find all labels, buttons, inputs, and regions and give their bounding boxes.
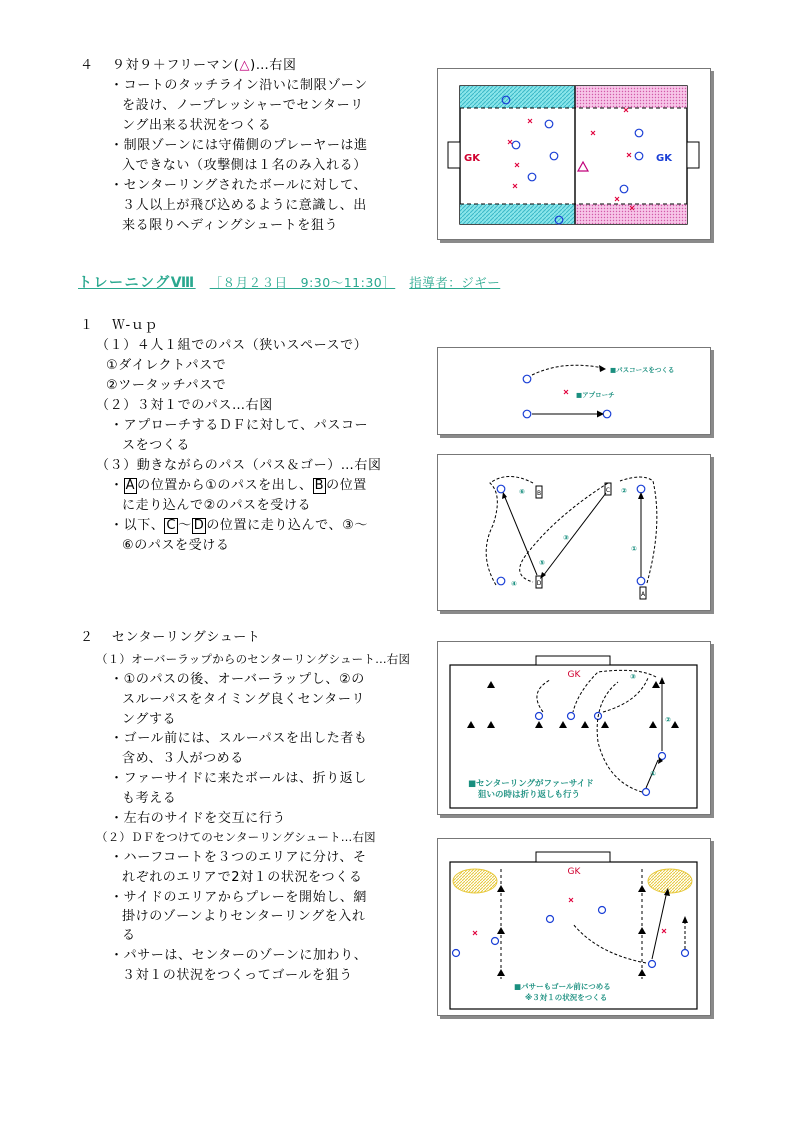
sec1-item3: （３）動きながらのパス（パス＆ゴー）…右図 bbox=[96, 458, 382, 473]
sec4-bullet1-cont: を設け、ノープレッシャーでセンターリ bbox=[122, 98, 364, 113]
heading-title: トレーニングⅧ bbox=[78, 275, 196, 291]
position-tag-a: A bbox=[125, 478, 136, 493]
pass-number-2: ② bbox=[665, 716, 671, 724]
pass-course-label: ■パスコースをつくる bbox=[610, 366, 675, 374]
item3a-mid: の位置から①のパスを出し、 bbox=[137, 478, 313, 493]
sec2-item1: （１）オーバーラップからのセンターリングシュート…右図 bbox=[96, 652, 411, 666]
pass-number-5: ⑤ bbox=[539, 559, 545, 567]
item3a-post: の位置 bbox=[326, 478, 367, 493]
diagram-9v9-freeman bbox=[437, 68, 711, 240]
sec2-item2d: 掛けのゾーンよりセンターリングを入れ bbox=[122, 909, 366, 924]
sec2-item2e: る bbox=[122, 928, 136, 943]
sec2-item2f: ・パサーは、センターのゾーンに加わり、 bbox=[110, 948, 368, 963]
diagram-3v1-pass bbox=[437, 347, 711, 435]
sec2-item2g: ３対１の状況をつくってゴールを狙う bbox=[122, 968, 353, 983]
sec1-item1b: ②ツータッチパスで bbox=[106, 378, 227, 393]
sec2-item1f: ・ファーサイドに来たボールは、折り返し bbox=[110, 771, 367, 786]
item3c-post: の位置に走り込んで、③〜 bbox=[206, 518, 368, 533]
sec4-bullet2: ・制限ゾーンには守備側のプレーヤーは進 bbox=[110, 138, 368, 153]
run-path bbox=[520, 483, 611, 582]
sec1-title: １ Ｗ-ｕｐ bbox=[80, 318, 159, 333]
player-circle bbox=[603, 410, 611, 418]
diagram-pass-and-go bbox=[437, 454, 711, 611]
player-circle bbox=[523, 375, 531, 383]
position-tag-d: D bbox=[536, 580, 542, 587]
note-line2: ※３対１の状況をつくる bbox=[525, 993, 608, 1002]
freeman-triangle-icon: △ bbox=[239, 58, 251, 73]
position-tag-c: C bbox=[605, 487, 611, 494]
item3c-mid: 〜 bbox=[178, 518, 192, 533]
sec1-item3d: ⑥のパスを受ける bbox=[122, 538, 230, 553]
pass-arrow bbox=[543, 493, 606, 576]
sec2-item1g: も考える bbox=[122, 791, 177, 806]
pass-number-2: ② bbox=[621, 487, 627, 495]
sec4-bullet3: ・センターリングされたボールに対して、 bbox=[110, 178, 368, 193]
player-circle bbox=[637, 577, 645, 585]
sec4-title-pre: ４ ９対９＋フリーマン( bbox=[80, 58, 240, 73]
sec2-item2a: ・ハーフコートを３つのエリアに分け、そ bbox=[110, 850, 367, 865]
position-tag-d: D bbox=[193, 518, 205, 533]
sec2-item2c: ・サイドのエリアからプレーを開始し、網 bbox=[110, 890, 367, 905]
pass-course-arrow bbox=[532, 365, 603, 375]
sec4-title-post: )…右図 bbox=[250, 58, 297, 73]
heading-coach: 指導者：ジギー bbox=[409, 275, 501, 290]
bullet: ・以下、 bbox=[110, 518, 165, 533]
sec2-item1a: ・①のパスの後、オーバーラップし、②の bbox=[110, 672, 365, 687]
sec1-item1a: ①ダイレクトパスで bbox=[106, 358, 227, 373]
sec1-item1: （１）４人１組でのパス（狭いスペースで） bbox=[96, 338, 368, 353]
training-heading bbox=[78, 272, 500, 292]
approach-label: ■アプローチ bbox=[576, 391, 615, 399]
hatched-zone-left bbox=[453, 869, 497, 893]
gk-right-label: GK bbox=[656, 153, 672, 164]
gk-label: GK bbox=[567, 670, 581, 680]
sec2-item2b: れぞれのエリアで2対１の状況をつくる bbox=[122, 870, 363, 885]
sec2-item1b: スルーパスをタイミング良くセンターリ bbox=[122, 692, 366, 707]
sec4-bullet1-cont2: ング出来る状況をつくる bbox=[122, 118, 272, 133]
position-tag-c: C bbox=[166, 518, 177, 533]
run-path bbox=[486, 477, 533, 586]
sec4-bullet2-cont: 入できない（攻撃側は１名のみ入れる） bbox=[122, 158, 367, 173]
sec1-item2b: スをつくる bbox=[122, 438, 191, 453]
sec4-bullet3-cont2: 来る限りヘディングシュートを狙う bbox=[122, 218, 339, 233]
sec2-title: ２ センターリングシュート bbox=[80, 630, 261, 645]
sec1-item3c bbox=[110, 516, 368, 535]
sec1-item3a bbox=[110, 476, 367, 495]
sec1-item2: （２）３対１でのパス…右図 bbox=[96, 398, 273, 413]
defender-x bbox=[564, 390, 568, 394]
player-circle bbox=[497, 485, 505, 493]
note-line2: 狙いの時は折り返しも行う bbox=[478, 790, 581, 800]
sec4-bullet3-cont: ３人以上が飛び込めるように意識し、出 bbox=[122, 198, 367, 213]
sec2-item1h: ・左右のサイドを交互に行う bbox=[110, 811, 286, 826]
pass-number-3: ③ bbox=[630, 673, 636, 681]
sec2-item1d: ・ゴール前には、スルーパスを出した者も bbox=[110, 731, 368, 746]
pass-arrow bbox=[504, 495, 537, 575]
player-circle bbox=[523, 410, 531, 418]
diagram-overlap-centering bbox=[437, 641, 711, 815]
position-tag-b: B bbox=[536, 490, 542, 497]
heading-date: ［８月２３日 9:30〜11:30］ bbox=[209, 275, 396, 290]
pass-number-1: ① bbox=[650, 770, 656, 778]
gk-left-label: GK bbox=[464, 153, 480, 164]
pass-number-1: ① bbox=[631, 545, 637, 553]
sec1-item3b: に走り込んで②のパスを受ける bbox=[122, 498, 312, 513]
sec2-item1c: ングする bbox=[122, 712, 177, 727]
sec4-bullet1: ・コートのタッチライン沿いに制限ゾーン bbox=[110, 78, 368, 93]
pass-number-4: ④ bbox=[511, 580, 517, 588]
note-line1: ■パサーもゴール前につめる bbox=[514, 982, 611, 991]
player-circle bbox=[637, 485, 645, 493]
pass-number-3: ③ bbox=[563, 534, 569, 542]
position-tag-b: B bbox=[314, 478, 325, 493]
sec4-title bbox=[80, 56, 297, 75]
gk-label: GK bbox=[567, 867, 581, 877]
diagram-centering-with-df bbox=[437, 838, 711, 1016]
sec2-item2: （２）ＤＦをつけてのセンターリングシュート…右図 bbox=[96, 830, 376, 844]
position-tag-a: A bbox=[640, 591, 646, 598]
sec1-item2a: ・アプローチするＤＦに対して、パスコー bbox=[110, 418, 369, 433]
pass-number-6: ⑥ bbox=[519, 488, 525, 496]
note-line1: ■センターリングがファーサイド bbox=[468, 779, 594, 789]
hatched-zone-right bbox=[648, 869, 692, 893]
sec2-item1e: 含め、３人がつめる bbox=[122, 751, 244, 766]
bullet: ・ bbox=[110, 478, 124, 493]
player-circle bbox=[497, 577, 505, 585]
